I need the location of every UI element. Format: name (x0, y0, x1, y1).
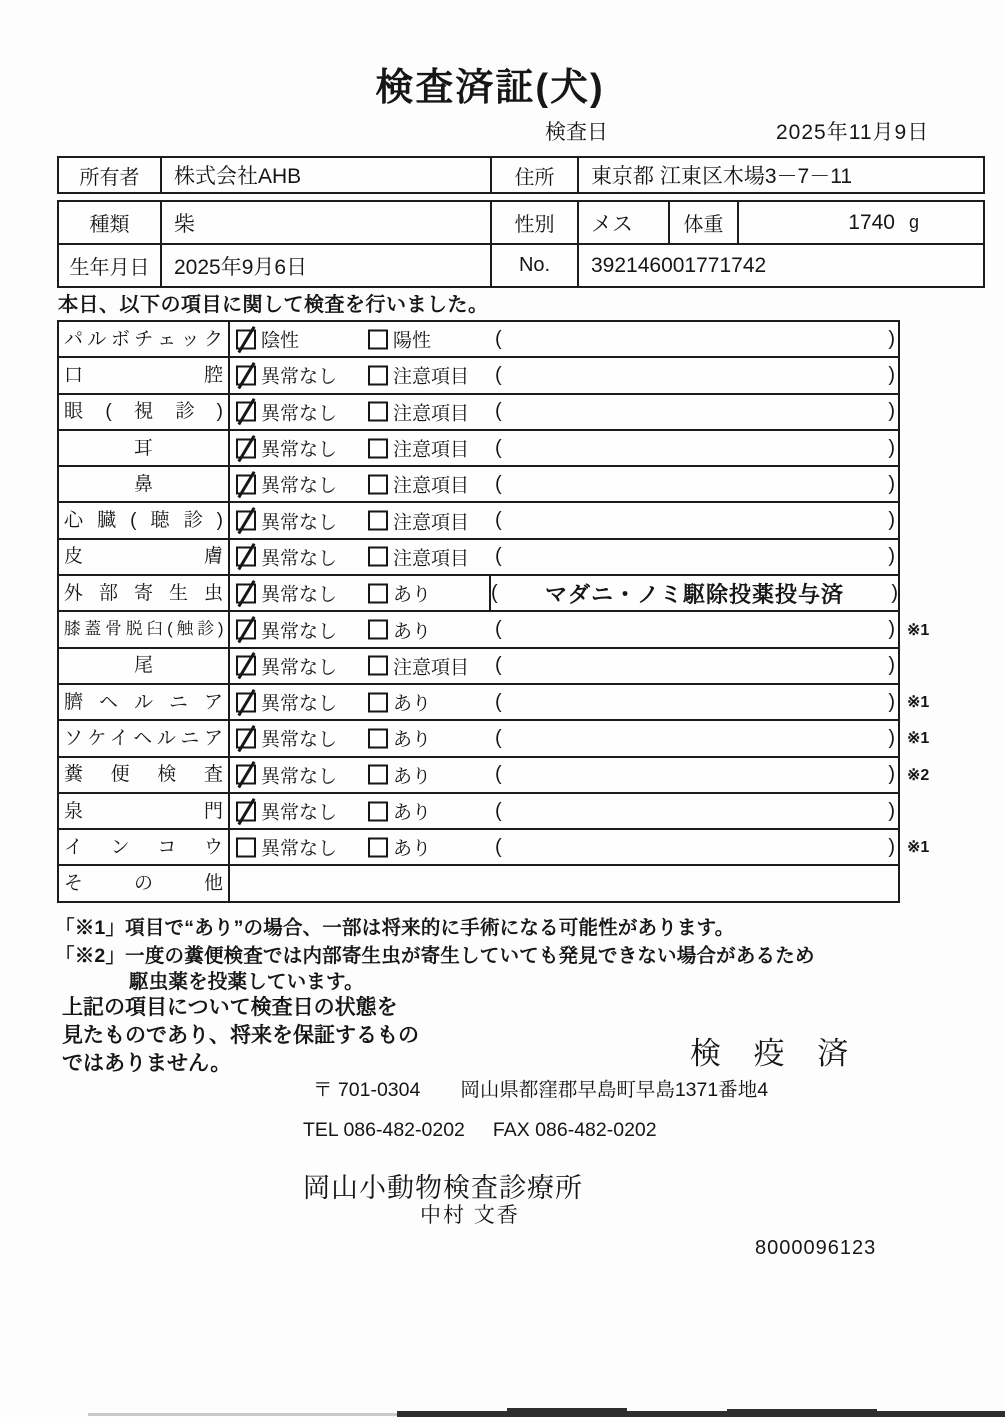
option-normal (236, 543, 337, 570)
inspection-date-label: 検査日 (545, 121, 608, 144)
footnote-marker: ※1 (907, 730, 930, 748)
item-cell (59, 503, 230, 537)
option-abnormal-label: 注意項目 (393, 475, 470, 497)
option-abnormal-label: あり (393, 802, 432, 824)
result-cell (230, 830, 930, 864)
result-cell (230, 467, 898, 501)
quarantine-stamp: 検 疫 済 (690, 1036, 861, 1071)
checkbox-icon (368, 365, 388, 385)
item-label: その他 (64, 873, 223, 895)
inspection-row (59, 756, 930, 792)
checkbox-icon (236, 583, 256, 603)
option-normal-label: 異常なし (261, 475, 338, 497)
inspection-date-value: 2025年11月9日 (776, 121, 930, 144)
info-row-birth (59, 245, 983, 286)
birthdate-label: 生年月日 (69, 257, 150, 279)
option-normal (236, 761, 337, 788)
option-normal (236, 398, 337, 425)
option-normal-label: 異常なし (261, 657, 338, 679)
result-cell (230, 794, 898, 828)
result-cell (230, 721, 930, 755)
option-normal-label: 異常なし (261, 838, 338, 860)
option-abnormal-label: あり (393, 766, 432, 788)
remarks-field (495, 503, 895, 537)
paren-open: ( (495, 799, 502, 822)
page-title: 検査済証(犬) (375, 67, 605, 109)
paren-close: ) (888, 799, 895, 822)
inspection-row (59, 683, 930, 719)
option-abnormal-label: あり (393, 693, 432, 715)
item-label: 泉門 (64, 800, 223, 822)
item-cell (59, 431, 230, 465)
paren-open: ( (495, 363, 502, 386)
remarks-field (489, 574, 900, 612)
result-cell (230, 395, 898, 429)
paren-close: ) (888, 400, 895, 423)
option-normal-label: 異常なし (261, 366, 338, 388)
item-cell (59, 866, 230, 900)
option-abnormal-label: あり (393, 621, 432, 643)
item-label: 臍ヘルニア (64, 691, 223, 713)
item-label: 心臓(聴診) (64, 510, 223, 532)
item-label: 糞便検査 (64, 764, 223, 786)
option-abnormal (368, 689, 431, 716)
result-cell (230, 503, 898, 537)
item-cell (59, 540, 230, 574)
checkbox-icon (236, 365, 256, 385)
option-normal-label: 異常なし (261, 693, 338, 715)
paren-open: ( (495, 400, 502, 423)
paren-close: ) (888, 509, 895, 532)
inspection-row (59, 465, 898, 501)
option-abnormal (368, 798, 431, 825)
option-abnormal-label: 注意項目 (393, 657, 470, 679)
option-normal (236, 580, 337, 607)
option-normal (236, 652, 337, 679)
inspection-row (59, 864, 898, 900)
option-normal-label: 異常なし (261, 512, 338, 534)
clinic-address: 岡山県都窪郡早島町早島1371番地4 (460, 1079, 769, 1101)
checkbox-icon (368, 692, 388, 712)
result-cell (230, 540, 898, 574)
checkbox-icon (368, 583, 388, 603)
owner-label: 所有者 (79, 166, 140, 189)
checkbox-icon (236, 620, 256, 640)
option-normal-label: 異常なし (261, 403, 338, 425)
result-cell (230, 358, 898, 392)
option-abnormal-label: 注意項目 (393, 366, 470, 388)
checkbox-icon (236, 402, 256, 422)
option-normal (236, 326, 299, 353)
number-label: No. (490, 245, 577, 286)
item-label: 外部寄生虫 (64, 582, 223, 604)
scan-artifact-dark-bar (397, 1411, 1005, 1417)
checkbox-icon (236, 801, 256, 821)
option-abnormal-label: 注意項目 (393, 439, 470, 461)
disclaimer-line-2: 見たものであり、将来を保証するもの (62, 1024, 419, 1047)
paren-open: ( (495, 472, 502, 495)
paren-open: ( (495, 545, 502, 568)
info-table (57, 200, 985, 288)
checkbox-icon (236, 329, 256, 349)
inspection-row (59, 828, 930, 864)
clinic-name: 岡山小動物検査診療所 (303, 1173, 583, 1203)
footnote-marker: ※1 (907, 694, 930, 712)
item-label: 鼻 (133, 473, 153, 495)
inspection-row (59, 322, 898, 356)
option-normal-label: 異常なし (261, 548, 338, 570)
sex-label: 性別 (490, 202, 577, 243)
paren-open: ( (495, 726, 502, 749)
option-abnormal-label: あり (393, 838, 432, 860)
option-abnormal (368, 652, 469, 679)
remarks-field (495, 830, 895, 864)
disclaimer (62, 994, 419, 1078)
disclaimer-line-1: 上記の項目について検査日の状態を (62, 996, 398, 1019)
checkbox-icon (236, 692, 256, 712)
item-cell (59, 758, 230, 792)
checkbox-icon (368, 728, 388, 748)
footnote-1: 「※1」項目で“あり”の場合、一部は将来的に手術になる可能性があります。 (55, 917, 735, 939)
checkbox-icon (368, 402, 388, 422)
option-abnormal (368, 362, 469, 389)
remarks-field (495, 612, 895, 646)
checkbox-icon (236, 837, 256, 857)
item-cell (59, 358, 230, 392)
owner-value: 株式会社AHB (160, 158, 490, 192)
option-normal (236, 798, 337, 825)
option-normal-label: 異常なし (261, 729, 338, 751)
option-normal (236, 435, 337, 462)
item-label: 耳 (133, 437, 153, 459)
paren-close: ) (888, 690, 895, 713)
paren-close: ) (891, 581, 898, 604)
option-normal (236, 362, 337, 389)
inspection-row (59, 501, 898, 537)
weight-unit: g (908, 212, 919, 232)
option-abnormal (368, 580, 431, 607)
inspection-row (59, 792, 898, 828)
option-abnormal (368, 543, 469, 570)
option-abnormal (368, 725, 431, 752)
item-label: ソケイヘルニア (64, 727, 223, 749)
item-label: 皮膚 (64, 546, 223, 568)
remarks-field (495, 794, 895, 828)
clinic-tel: TEL 086-482-0202 (303, 1119, 465, 1141)
weight-value: 1740 (848, 210, 895, 234)
paren-open: ( (491, 581, 498, 604)
inspection-row (59, 719, 930, 755)
paren-open: ( (495, 835, 502, 858)
paren-close: ) (888, 654, 895, 677)
item-label: パルボチェック (64, 328, 223, 350)
breed-value: 柴 (160, 202, 490, 243)
result-cell (230, 576, 898, 610)
item-cell (59, 721, 230, 755)
remarks-field (495, 431, 895, 465)
option-normal (236, 507, 337, 534)
option-abnormal-label: 注意項目 (393, 512, 470, 534)
item-cell (59, 794, 230, 828)
checkbox-icon (236, 656, 256, 676)
paren-open: ( (495, 618, 502, 641)
checkbox-icon (368, 656, 388, 676)
paren-close: ) (888, 472, 895, 495)
weight-label: 体重 (668, 202, 737, 243)
checkbox-icon (368, 511, 388, 531)
item-cell (59, 830, 230, 864)
result-cell (230, 649, 898, 683)
item-cell (59, 576, 230, 610)
option-abnormal (368, 834, 431, 861)
remarks-field (495, 322, 895, 356)
paren-close: ) (888, 327, 895, 350)
remarks-field (495, 358, 895, 392)
disclaimer-line-3: ではありません。 (62, 1052, 232, 1075)
paren-open: ( (495, 327, 502, 350)
result-cell (230, 866, 898, 900)
result-cell (230, 758, 930, 792)
inspection-row (59, 538, 898, 574)
footnote-marker: ※2 (907, 766, 930, 784)
option-abnormal (368, 435, 469, 462)
item-label: 口腔 (64, 364, 223, 386)
clinic-tel-line (303, 1119, 657, 1142)
checkbox-icon (236, 547, 256, 567)
option-abnormal (368, 761, 431, 788)
option-abnormal (368, 616, 431, 643)
clinic-address-line (313, 1074, 768, 1102)
paren-close: ) (888, 436, 895, 459)
item-cell (59, 322, 230, 356)
remarks-field (495, 395, 895, 429)
inspection-row (59, 647, 898, 683)
remarks-text: マダニ・ノミ駆除投薬投与済 (544, 581, 844, 607)
paren-close: ) (888, 618, 895, 641)
paren-open: ( (495, 436, 502, 459)
footnote-marker: ※1 (907, 621, 930, 639)
option-abnormal (368, 398, 469, 425)
paren-open: ( (495, 763, 502, 786)
checkbox-icon (236, 438, 256, 458)
paren-close: ) (888, 363, 895, 386)
option-abnormal-label: 注意項目 (393, 403, 470, 425)
sex-value: メス (577, 202, 668, 243)
birthdate-value: 2025年9月6日 (160, 245, 490, 286)
remarks-field (495, 540, 895, 574)
option-normal (236, 471, 337, 498)
result-cell (230, 431, 898, 465)
option-normal-label: 異常なし (261, 766, 338, 788)
checkbox-icon (368, 547, 388, 567)
remarks-field (495, 649, 895, 683)
option-abnormal (368, 507, 469, 534)
inspection-row (59, 393, 898, 429)
checkbox-icon (368, 765, 388, 785)
option-abnormal-label: あり (393, 584, 432, 606)
address-value: 東京都 江東区木場3－7－11 (577, 158, 983, 192)
option-normal-label: 陰性 (261, 330, 300, 352)
checkbox-icon (368, 438, 388, 458)
paren-open: ( (495, 654, 502, 677)
checkbox-icon (368, 801, 388, 821)
clinic-postal-code: 〒 701-0304 (313, 1079, 421, 1101)
number-value: 392146001771742 (577, 245, 983, 286)
address-label: 住所 (490, 158, 577, 192)
clinic-fax: FAX 086-482-0202 (492, 1119, 657, 1141)
scan-artifact-light-bar (88, 1413, 397, 1416)
remarks-field (495, 685, 895, 719)
footnote-2-continued: 駆虫薬を投薬しています。 (129, 971, 364, 993)
inspection-row (59, 429, 898, 465)
item-cell (59, 685, 230, 719)
intro-text: 本日、以下の項目に関して検査を行いました。 (58, 294, 489, 316)
result-cell (230, 322, 898, 356)
option-abnormal (368, 326, 431, 353)
info-row-breed (59, 202, 983, 245)
option-normal (236, 689, 337, 716)
checkbox-icon (368, 474, 388, 494)
veterinarian-name: 中村 文香 (420, 1204, 520, 1227)
footnote-2: 「※2」一度の糞便検査では内部寄生虫が寄生していても発見できない場合があるため (55, 945, 815, 967)
option-abnormal-label: あり (393, 729, 432, 751)
option-normal-label: 異常なし (261, 584, 338, 606)
option-normal (236, 616, 337, 643)
checkbox-icon (236, 765, 256, 785)
item-cell (59, 395, 230, 429)
paren-open: ( (495, 690, 502, 713)
result-cell (230, 685, 930, 719)
checkbox-icon (368, 837, 388, 857)
paren-close: ) (888, 726, 895, 749)
checkbox-icon (368, 329, 388, 349)
option-normal (236, 834, 337, 861)
option-abnormal-label: 陽性 (393, 330, 432, 352)
breed-label: 種類 (89, 214, 130, 236)
paren-close: ) (888, 545, 895, 568)
owner-table (57, 156, 985, 194)
remarks-field (495, 758, 895, 792)
option-abnormal-label: 注意項目 (393, 548, 470, 570)
option-normal-label: 異常なし (261, 621, 338, 643)
option-normal (236, 725, 337, 752)
remarks-field (495, 721, 895, 755)
inspection-row (59, 356, 898, 392)
remarks-field (495, 467, 895, 501)
paren-open: ( (495, 509, 502, 532)
checkbox-icon (236, 474, 256, 494)
result-cell (230, 612, 930, 646)
item-label: 尾 (133, 655, 153, 677)
checkbox-icon (236, 511, 256, 531)
document-number: 8000096123 (755, 1237, 877, 1259)
item-label: 膝蓋骨脱臼(触診) (64, 620, 223, 639)
item-cell (59, 467, 230, 501)
paren-close: ) (888, 835, 895, 858)
item-label: インコウ (64, 836, 223, 858)
option-abnormal (368, 471, 469, 498)
inspection-table (57, 320, 930, 903)
option-normal-label: 異常なし (261, 439, 338, 461)
weight-cell (737, 202, 983, 243)
footnote-marker: ※1 (907, 839, 930, 857)
inspection-row (59, 610, 930, 646)
checkbox-icon (368, 620, 388, 640)
option-normal-label: 異常なし (261, 802, 338, 824)
item-label: 眼(視診) (64, 401, 223, 423)
paren-close: ) (888, 763, 895, 786)
item-cell (59, 649, 230, 683)
checkbox-icon (236, 728, 256, 748)
item-cell (59, 612, 230, 646)
inspection-row (59, 574, 898, 610)
